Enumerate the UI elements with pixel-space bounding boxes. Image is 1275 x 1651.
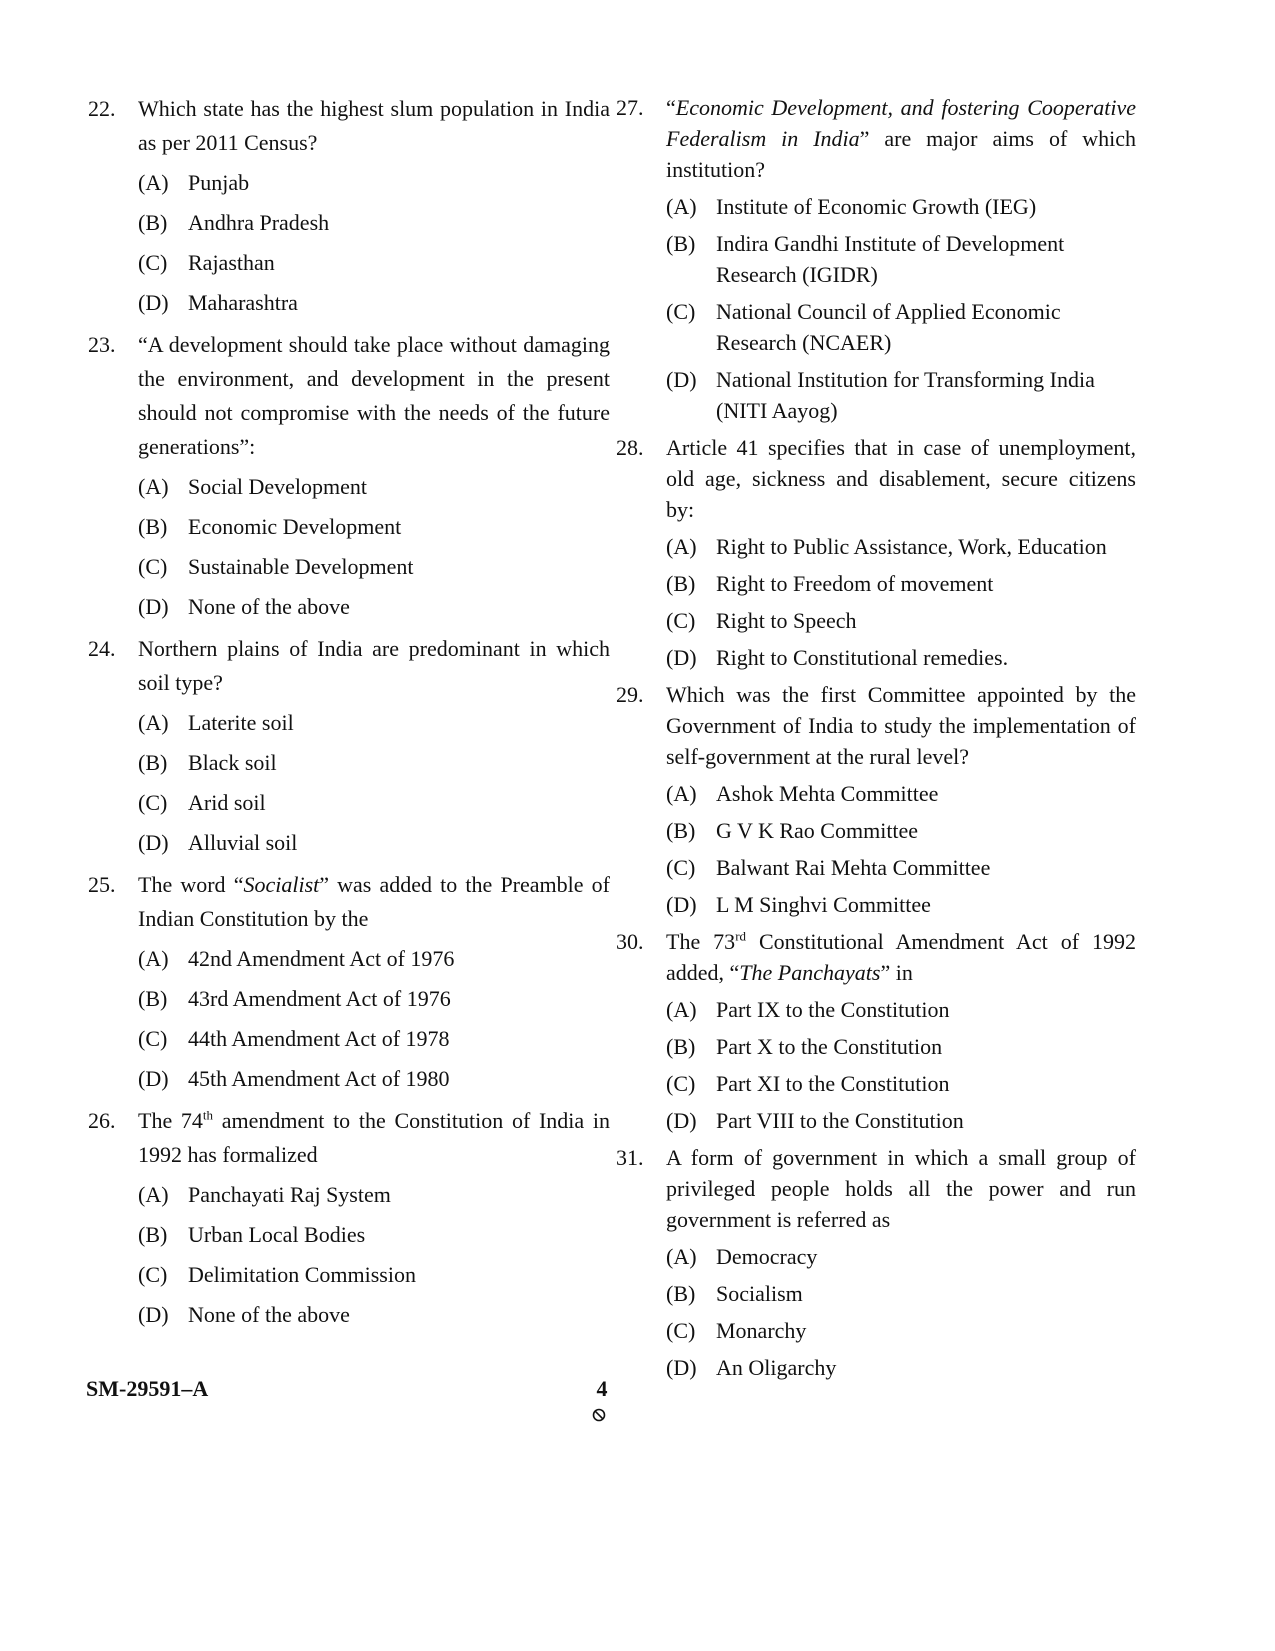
question-23 (88, 328, 610, 622)
question-text: Article 41 specifies that in case of unemployment, old age, sickness and disablement, secure citizens by: (666, 435, 1136, 522)
question-number: 28. (616, 435, 644, 460)
option-a: (A) Punjab (138, 170, 250, 195)
question-number: 22. (88, 96, 116, 121)
question-26 (88, 1104, 610, 1330)
option-b: (B) Andhra Pradesh (138, 210, 330, 235)
question-number: 27. (616, 95, 644, 120)
option-a: (A) Democracy (666, 1244, 818, 1269)
left-column (88, 92, 610, 1340)
option-b: (B) G V K Rao Committee (666, 818, 919, 843)
option-c: (C) Monarchy (666, 1318, 807, 1343)
option-d: (D) None of the above (138, 594, 350, 619)
option-a: (A) Ashok Mehta Committee (666, 781, 939, 806)
right-column (616, 92, 1136, 1389)
option-a: (A) Laterite soil (138, 710, 294, 735)
option-d: (D) Part VIII to the Constitution (666, 1108, 964, 1133)
option-a: (A) Institute of Economic Growth (IEG) (666, 194, 1037, 219)
question-text: “A development should take place without damaging the environment, and development in the present should not compromise with the needs of the future generations”: (138, 332, 610, 459)
option-a: (A) Social Development (138, 474, 368, 499)
option-d: (D) 45th Amendment Act of 1980 (138, 1066, 450, 1091)
option-d: (D) Maharashtra (138, 290, 298, 315)
option-c: (C) Part XI to the Constitution (666, 1071, 950, 1096)
option-b: (B) Urban Local Bodies (138, 1222, 366, 1247)
option-a: (A) Part IX to the Constitution (666, 997, 950, 1022)
question-text: The 73rd Constitutional Amendment Act of 1992 added, “The Panchayats” in (666, 928, 1137, 985)
question-25 (88, 868, 610, 1094)
question-text: Which state has the highest slum population in India as per 2011 Census? (138, 96, 610, 155)
question-number: 29. (616, 682, 644, 707)
option-d: (D) Right to Constitutional remedies. (666, 645, 1009, 670)
page-number: 4 (596, 1376, 608, 1401)
option-c: (C) 44th Amendment Act of 1978 (138, 1026, 450, 1051)
option-d: (D) L M Singhvi Committee (666, 892, 931, 917)
question-number: 31. (616, 1145, 644, 1170)
question-27 (616, 92, 1136, 426)
question-24 (88, 632, 610, 858)
option-a: (A) Right to Public Assistance, Work, Education (666, 534, 1107, 559)
option-a: (A) 42nd Amendment Act of 1976 (138, 946, 455, 971)
no-symbol-icon (592, 1408, 606, 1422)
option-b: (B) Part X to the Constitution (666, 1034, 943, 1059)
option-b: (B) Indira Gandhi Institute of Development Research (IGIDR) (666, 231, 1065, 287)
option-b: (B) 43rd Amendment Act of 1976 (138, 986, 451, 1011)
option-c: (C) Delimitation Commission (138, 1262, 416, 1287)
question-text: The 74th amendment to the Constitution of India in 1992 has formalized (138, 1107, 610, 1167)
option-b: (B) Black soil (138, 750, 277, 775)
option-d: (D) None of the above (138, 1302, 350, 1327)
question-28 (616, 432, 1136, 673)
option-c: (C) Balwant Rai Mehta Committee (666, 855, 991, 880)
question-number: 26. (88, 1108, 116, 1133)
question-29 (616, 679, 1136, 920)
paper-code: SM-29591–A (86, 1376, 209, 1401)
option-b: (B) Socialism (666, 1281, 803, 1306)
option-c: (C) Arid soil (138, 790, 266, 815)
question-text: The word “Socialist” was added to the Preamble of Indian Constitution by the (138, 872, 610, 931)
question-number: 25. (88, 872, 116, 897)
question-31 (616, 1142, 1136, 1383)
question-number: 30. (616, 929, 644, 954)
option-d: (D) An Oligarchy (666, 1355, 837, 1380)
option-c: (C) National Council of Applied Economic Research (NCAER) (666, 299, 1061, 355)
option-c: (C) Right to Speech (666, 608, 857, 633)
option-d: (D) National Institution for Transforming India (NITI Aayog) (666, 367, 1095, 423)
option-c: (C) Sustainable Development (138, 554, 414, 579)
question-number: 23. (88, 332, 116, 357)
option-b: (B) Economic Development (138, 514, 402, 539)
question-text: “Economic Development, and fostering Cooperative Federalism in India” are major aims of which institution? (666, 95, 1136, 182)
option-d: (D) Alluvial soil (138, 830, 298, 855)
question-30 (616, 926, 1136, 1136)
option-a: (A) Panchayati Raj System (138, 1182, 391, 1207)
question-text: A form of government in which a small group of privileged people holds all the power and run government is referred as (666, 1145, 1136, 1232)
question-text: Which was the first Committee appointed by the Government of India to study the implementation of self-government at the rural level? (666, 682, 1136, 769)
option-b: (B) Right to Freedom of movement (666, 571, 994, 596)
question-number: 24. (88, 636, 116, 661)
question-text: Northern plains of India are predominant in which soil type? (138, 636, 610, 695)
question-22 (88, 92, 610, 318)
option-c: (C) Rajasthan (138, 250, 275, 275)
